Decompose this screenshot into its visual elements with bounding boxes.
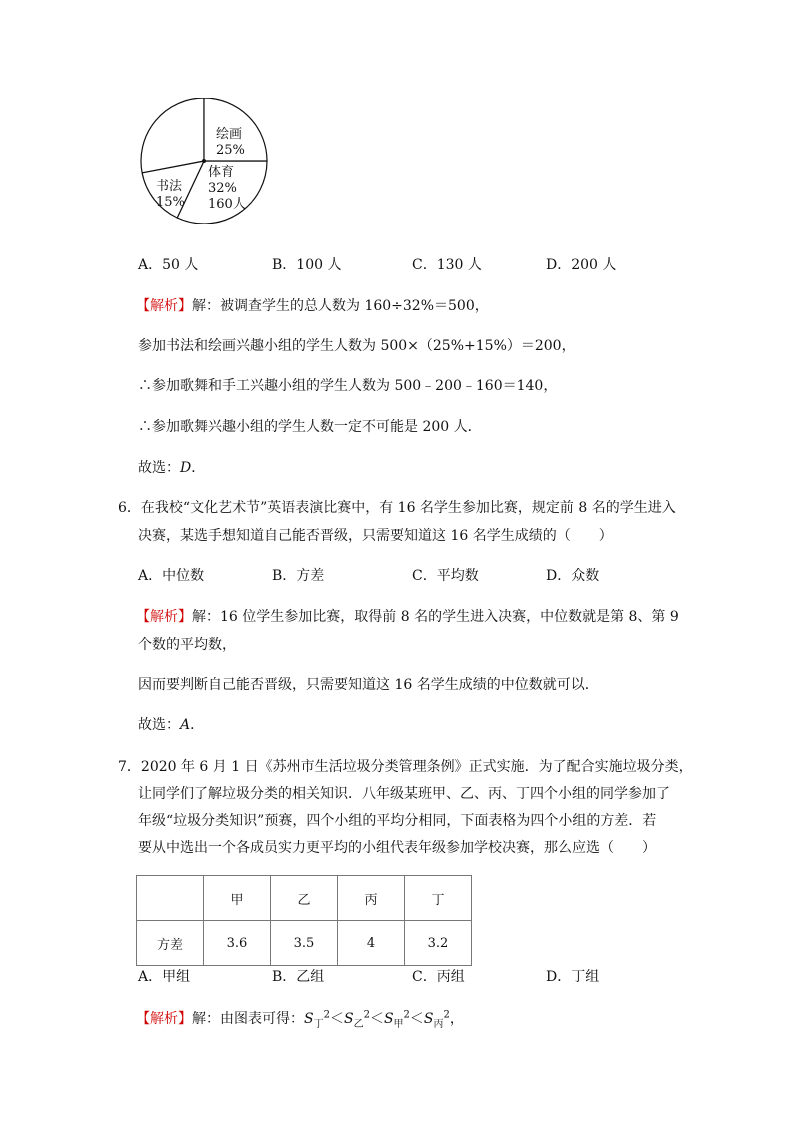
q5-option-c: C．130 人 [412, 257, 482, 273]
lt-2: ＜ [369, 1011, 384, 1027]
q7-stem-line-2: 让同学们了解垃圾分类的相关知识．八年级某班甲、乙、丙、丁四个小组的同学参加了 [138, 786, 670, 802]
pie-chart [136, 98, 272, 224]
s-var-4: S [423, 1011, 434, 1027]
lt-1: ＜ [329, 1011, 344, 1027]
variance-header-bing: 丙 [338, 876, 405, 921]
q7-analysis-line-1 [136, 1008, 464, 1030]
q7-option-d: D．丁组 [546, 969, 600, 985]
lt-3: ＜ [409, 1011, 424, 1027]
q6-option-b: B．方差 [272, 568, 325, 584]
s-sub-yi: 乙 [353, 1018, 364, 1030]
pie-label-sports-count: 160人 [208, 197, 246, 212]
q5-answer-letter: D [180, 460, 192, 476]
q6-answer-suffix: ． [190, 717, 205, 733]
q7-stem-line-1: 7．2020 年 6 月 1 日《苏州市生活垃圾分类管理条例》正式实施．为了配合实施垃圾分类， [118, 759, 693, 775]
s-var-3: S [383, 1011, 394, 1027]
s-sub-jia: 甲 [393, 1018, 404, 1030]
pie-label-sports-pct: 32% [208, 181, 237, 196]
q6-analysis-line-2: 个数的平均数， [138, 637, 236, 653]
variance-header-yi: 乙 [271, 876, 338, 921]
q6-analysis-line-3: 因而要判断自己能否晋级，只需要知道这 16 名学生成绩的中位数就可以． [138, 677, 599, 693]
q5-option-a: A．50 人 [138, 257, 199, 273]
q6-option-d: D．众数 [546, 568, 600, 584]
q7-stem-line-3: 年级“垃圾分类知识”预赛，四个小组的平均分相同，下面表格为四个小组的方差．若 [138, 813, 657, 829]
inequality-tail: ， [449, 1011, 464, 1027]
q5-option-b: B．100 人 [272, 257, 342, 273]
q7-analysis-tag: 【解析】 [136, 1011, 192, 1027]
variance-value-yi: 3.5 [271, 921, 338, 966]
variance-header-jia: 甲 [204, 876, 271, 921]
pie-center-dot [202, 159, 206, 163]
q6-analysis-text-1: 解：16 位学生参加比赛，取得前 8 名的学生进入决赛，中位数就是第 8、第 9 [192, 609, 679, 625]
variance-table-corner [137, 876, 204, 921]
variance-row-label: 方差 [137, 921, 204, 966]
q7-analysis-text: 解：由图表可得： [192, 1011, 304, 1027]
variance-table-value-row [137, 921, 472, 966]
s-var-1: S [304, 1011, 314, 1027]
s-var-2: S [343, 1011, 354, 1027]
q6-answer-prefix: 故选： [138, 717, 180, 733]
q7-option-b: B．乙组 [272, 969, 325, 985]
s-sq-4: 2 [443, 1009, 450, 1021]
variance-header-ding: 丁 [405, 876, 472, 921]
pie-label-calligraphy-pct: 15% [156, 195, 185, 210]
q6-stem-line-1: 6．在我校“文化艺术节”英语表演比赛中，有 16 名学生参加比赛，规定前 8 名的学生进入 [118, 500, 676, 516]
variance-value-bing: 4 [338, 921, 405, 966]
q5-analysis-line-2: 参加书法和绘画兴趣小组的学生人数为 500×（25%+15%）＝200， [138, 338, 576, 354]
q5-analysis-line-4: ∴参加歌舞兴趣小组的学生人数一定不可能是 200 人． [138, 419, 482, 435]
q5-answer-prefix: 故选： [138, 460, 180, 476]
q6-analysis-line-1 [136, 606, 679, 626]
q5-answer-suffix: ． [191, 460, 206, 476]
s-sq-3: 2 [403, 1009, 410, 1021]
pie-slice-other [141, 98, 204, 173]
q6-stem-line-2: 决赛，某选手想知道自己能否晋级，只需要知道这 16 名学生成绩的（ ） [138, 528, 613, 544]
variance-value-jia: 3.6 [204, 921, 271, 966]
pie-label-painting: 绘画 [216, 127, 243, 142]
q5-analysis-line-1 [136, 295, 489, 315]
q6-answer [138, 714, 204, 734]
q7-inequality [304, 1009, 464, 1030]
s-sub-ding: 丁 [313, 1018, 324, 1030]
s-sub-bing: 丙 [433, 1018, 444, 1030]
pie-label-sports: 体育 [208, 165, 235, 180]
s-sq-1: 2 [323, 1009, 330, 1021]
q7-option-c: C．丙组 [412, 969, 465, 985]
q5-analysis-text-1: 解：被调查学生的总人数为 160÷32%＝500， [192, 298, 489, 314]
q5-analysis-tag: 【解析】 [136, 298, 192, 314]
pie-label-calligraphy: 书法 [156, 179, 183, 194]
q7-option-a: A．甲组 [138, 969, 191, 985]
q5-answer [138, 457, 205, 477]
q5-analysis-line-3: ∴参加歌舞和手工兴趣小组的学生人数为 500﹣200﹣160＝140， [138, 378, 558, 394]
pie-label-painting-pct: 25% [216, 143, 245, 158]
q7-stem-line-4: 要从中选出一个各成员实力更平均的小组代表年级参加学校决赛，那么应选（ ） [138, 840, 656, 856]
variance-table [136, 875, 472, 966]
q6-analysis-tag: 【解析】 [136, 609, 192, 625]
variance-table-header-row [137, 876, 472, 921]
q6-option-a: A．中位数 [138, 568, 205, 584]
q5-option-d: D．200 人 [546, 257, 617, 273]
q6-answer-letter: A [180, 717, 191, 733]
q6-option-c: C．平均数 [412, 568, 479, 584]
s-sq-2: 2 [363, 1009, 370, 1021]
variance-value-ding: 3.2 [405, 921, 472, 966]
